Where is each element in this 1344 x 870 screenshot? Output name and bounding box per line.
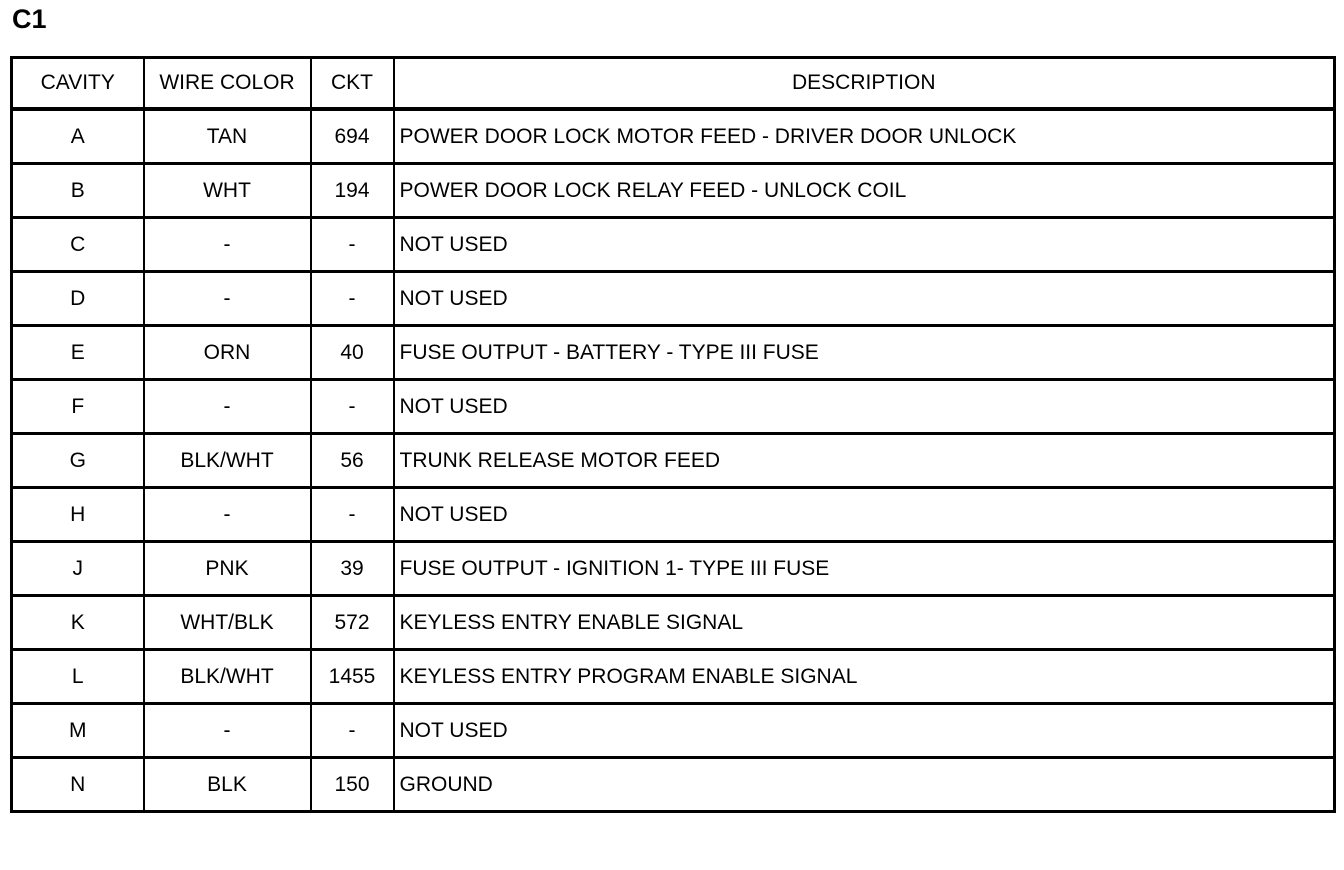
cell-cavity: J [12,542,144,596]
table-row [12,650,1335,704]
cell-wire-color: - [144,380,311,434]
table-row [12,758,1335,812]
header-cavity: CAVITY [12,58,144,110]
table-row [12,380,1335,434]
cell-ckt: - [311,488,394,542]
cell-description: TRUNK RELEASE MOTOR FEED [394,434,1335,488]
cell-description: NOT USED [394,704,1335,758]
cell-ckt: 39 [311,542,394,596]
cell-cavity: B [12,164,144,218]
cell-ckt: 1455 [311,650,394,704]
cell-ckt: 694 [311,109,394,164]
table-row [12,109,1335,164]
cell-description: NOT USED [394,272,1335,326]
cell-description: NOT USED [394,380,1335,434]
connector-title: C1 [12,4,47,34]
cell-wire-color: ORN [144,326,311,380]
cell-description: KEYLESS ENTRY ENABLE SIGNAL [394,596,1335,650]
cell-description: POWER DOOR LOCK RELAY FEED - UNLOCK COIL [394,164,1335,218]
cell-wire-color: PNK [144,542,311,596]
cell-wire-color: WHT/BLK [144,596,311,650]
header-wire-color: WIRE COLOR [144,58,311,110]
cell-ckt: 56 [311,434,394,488]
cell-wire-color: BLK [144,758,311,812]
cell-description: FUSE OUTPUT - BATTERY - TYPE III FUSE [394,326,1335,380]
cell-wire-color: - [144,488,311,542]
cell-ckt: 150 [311,758,394,812]
cell-cavity: A [12,109,144,164]
cell-description: FUSE OUTPUT - IGNITION 1- TYPE III FUSE [394,542,1335,596]
table-row [12,164,1335,218]
cell-cavity: F [12,380,144,434]
table-row [12,542,1335,596]
cell-wire-color: WHT [144,164,311,218]
table-row [12,704,1335,758]
cell-cavity: G [12,434,144,488]
cell-description: NOT USED [394,488,1335,542]
cell-cavity: K [12,596,144,650]
pinout-table [10,56,1336,813]
table-row [12,326,1335,380]
cell-cavity: D [12,272,144,326]
header-description: DESCRIPTION [394,58,1335,110]
table-row [12,272,1335,326]
cell-ckt: - [311,704,394,758]
table-row [12,488,1335,542]
cell-ckt: - [311,272,394,326]
cell-cavity: N [12,758,144,812]
table-row [12,596,1335,650]
cell-ckt: 194 [311,164,394,218]
cell-cavity: E [12,326,144,380]
table-row [12,218,1335,272]
cell-wire-color: BLK/WHT [144,650,311,704]
cell-ckt: - [311,218,394,272]
cell-wire-color: TAN [144,109,311,164]
header-row [12,58,1335,110]
cell-wire-color: BLK/WHT [144,434,311,488]
cell-cavity: C [12,218,144,272]
cell-ckt: - [311,380,394,434]
cell-cavity: M [12,704,144,758]
cell-wire-color: - [144,704,311,758]
cell-wire-color: - [144,218,311,272]
cell-cavity: H [12,488,144,542]
cell-cavity: L [12,650,144,704]
cell-ckt: 40 [311,326,394,380]
cell-description: GROUND [394,758,1335,812]
cell-wire-color: - [144,272,311,326]
header-ckt: CKT [311,58,394,110]
table-row [12,434,1335,488]
cell-ckt: 572 [311,596,394,650]
cell-description: POWER DOOR LOCK MOTOR FEED - DRIVER DOOR UNLOCK [394,109,1335,164]
cell-description: KEYLESS ENTRY PROGRAM ENABLE SIGNAL [394,650,1335,704]
cell-description: NOT USED [394,218,1335,272]
